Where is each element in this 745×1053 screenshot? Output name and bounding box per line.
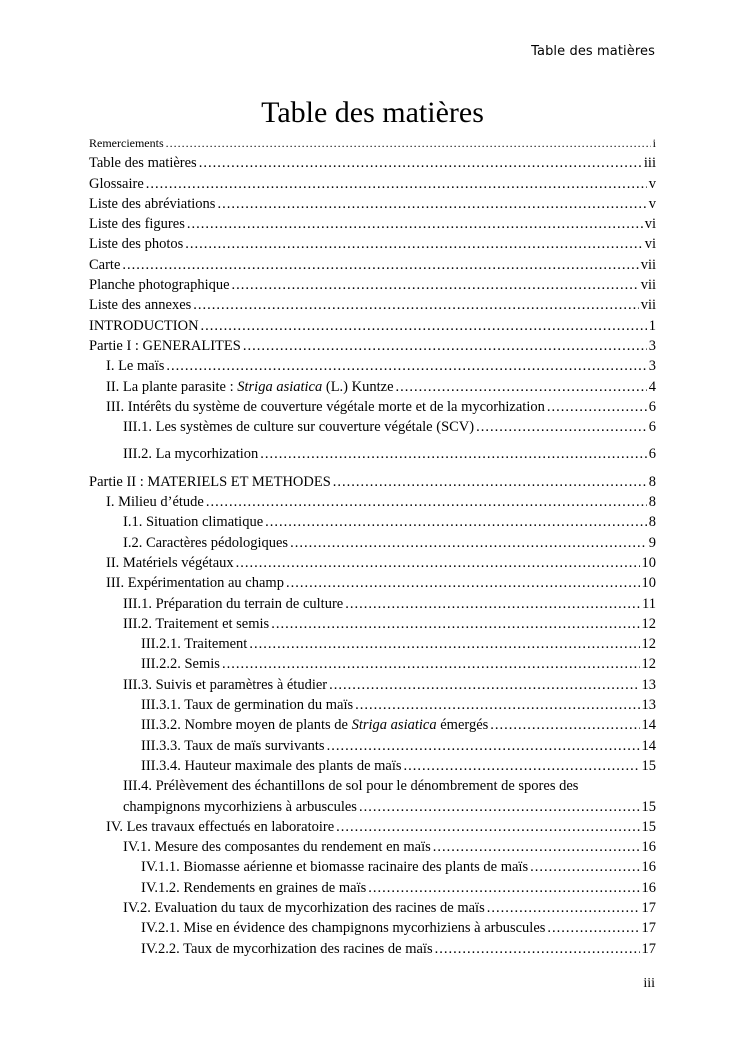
leader-dots <box>260 444 646 464</box>
leader-dots <box>368 878 639 898</box>
toc-entry-page: 17 <box>641 940 656 957</box>
toc-entry-label: III.2. La mycorhization <box>123 446 259 463</box>
toc-entry-mesure-composantes[interactable] <box>89 837 656 857</box>
toc-entry-photos[interactable] <box>89 234 656 254</box>
toc-entry-materiels-vegetaux[interactable] <box>89 553 656 573</box>
toc-entry-page: 12 <box>641 636 656 653</box>
toc-entry-taux-mycorhization[interactable] <box>89 939 656 959</box>
toc-entry-page: 8 <box>648 473 656 490</box>
toc-entry-label: IV. Les travaux effectués en laboratoire <box>106 818 335 835</box>
toc-entry-label: III.2. Traitement et semis <box>123 615 270 632</box>
toc-entry-planche[interactable] <box>89 275 656 295</box>
toc-entry-label: III.3.2. Nombre moyen de plants de Striga asiatica émergés <box>141 717 489 734</box>
toc-entry-experimentation[interactable] <box>89 573 656 593</box>
leader-dots <box>236 553 640 573</box>
toc-entry-label: Liste des photos <box>89 236 184 253</box>
toc-entry-page: 16 <box>641 859 656 876</box>
toc-entry-nombre-moyen-striga[interactable] <box>89 715 656 735</box>
toc-entry-partie-2[interactable] <box>89 472 656 492</box>
toc-entry-label: champignons mycorhiziens à arbuscules <box>123 798 357 815</box>
toc-entry-preparation-terrain[interactable] <box>89 594 656 614</box>
toc-entry-page: vii <box>640 277 656 294</box>
leader-dots <box>271 614 639 634</box>
toc-entry-label: Partie II : MATERIELS ET METHODES <box>89 473 331 490</box>
leader-dots <box>290 533 647 553</box>
toc-entry-milieu-etude[interactable] <box>89 492 656 512</box>
leader-dots <box>185 234 642 254</box>
toc-entry-label: Liste des figures <box>89 216 185 233</box>
toc-entry-page: 11 <box>642 595 656 612</box>
toc-entry-semis[interactable] <box>89 654 656 674</box>
toc-entry-situation-climatique[interactable] <box>89 512 656 532</box>
page-title: Table des matières <box>261 96 484 129</box>
toc-entry-label: Partie I : GENERALITES <box>89 337 241 354</box>
leader-dots <box>547 397 647 417</box>
toc-entry-page: i <box>652 136 656 150</box>
leader-dots <box>222 654 640 674</box>
toc-entry-page: 14 <box>641 717 656 734</box>
toc-entry-page: 15 <box>641 818 656 835</box>
toc-entry-page: vii <box>640 297 656 314</box>
leader-dots <box>530 857 639 877</box>
leader-dots <box>359 797 640 817</box>
toc-entry-page: vi <box>644 216 656 233</box>
toc-entry-page: 1 <box>648 317 656 334</box>
toc-entry-figures[interactable] <box>89 214 656 234</box>
toc-entry-page: 3 <box>648 337 656 354</box>
leader-dots <box>476 417 647 437</box>
leader-dots <box>199 153 642 173</box>
toc-entry-traitement[interactable] <box>89 634 656 654</box>
toc-entry-label: III.3.1. Taux de germination du maïs <box>141 697 354 714</box>
toc-entry-rendements-graines[interactable] <box>89 878 656 898</box>
toc-entry-label: III.1. Préparation du terrain de culture <box>123 595 344 612</box>
toc-entry-page: v <box>648 175 656 192</box>
toc-entry-page: 8 <box>648 494 656 511</box>
toc-entry-label: IV.1. Mesure des composantes du rendement en maïs <box>123 839 431 856</box>
leader-dots <box>336 817 639 837</box>
toc-entry-label: IV.1.2. Rendements en graines de maïs <box>141 879 367 896</box>
toc-entry-label: III. Expérimentation au champ <box>106 575 284 592</box>
toc-entry-interets[interactable] <box>89 397 656 417</box>
toc-entry-hauteur-maximale[interactable] <box>89 756 656 776</box>
leader-dots <box>193 295 638 315</box>
leader-dots <box>146 174 647 194</box>
toc-entry-page: 16 <box>641 879 656 896</box>
toc-entry-page: iii <box>643 155 656 172</box>
toc-entry-page: 3 <box>648 358 656 375</box>
toc-entry-page: 6 <box>648 446 656 463</box>
toc-entry-label: Remerciements <box>89 136 164 150</box>
running-header: Table des matières <box>531 44 655 59</box>
leader-dots <box>122 255 638 275</box>
toc-entry-label: II. Matériels végétaux <box>106 554 234 571</box>
toc-entry-label: III.3.3. Taux de maïs survivants <box>141 737 325 754</box>
leader-dots <box>490 715 639 735</box>
leader-dots <box>404 756 640 776</box>
toc-entry-mais-survivants[interactable] <box>89 736 656 756</box>
toc-entry-page: v <box>648 195 656 212</box>
page-number: iii <box>643 976 655 991</box>
toc-entry-scv[interactable] <box>89 417 656 437</box>
table-of-contents <box>89 133 656 959</box>
toc-entry-label: IV.1.1. Biomasse aérienne et biomasse racinaire des plants de maïs <box>141 859 529 876</box>
toc-entry-page: vii <box>640 256 656 273</box>
toc-entry-page: 6 <box>648 419 656 436</box>
toc-entry-label: Planche photographique <box>89 277 230 294</box>
toc-entry-label: I. Milieu d’étude <box>106 494 204 511</box>
toc-entry-label: Table des matières <box>89 155 197 172</box>
toc-entry-traitement-semis[interactable] <box>89 614 656 634</box>
leader-dots <box>243 336 647 356</box>
leader-dots <box>286 573 640 593</box>
toc-entry-label: I. Le maïs <box>106 358 165 375</box>
toc-entry-page: 13 <box>641 676 656 693</box>
leader-dots <box>329 675 639 695</box>
toc-entry-partie-1[interactable] <box>89 336 656 356</box>
toc-entry-label: II. La plante parasite : Striga asiatica (L.) Kuntze <box>106 378 394 395</box>
toc-entry-page: 14 <box>641 737 656 754</box>
toc-entry-label: IV.2.2. Taux de mycorhization des racines de maïs <box>141 940 433 957</box>
toc-entry-label: III.3.4. Hauteur maximale des plants de maïs <box>141 757 402 774</box>
toc-entry-page: 15 <box>641 798 656 815</box>
toc-entry-label: III.3. Suivis et paramètres à étudier <box>123 676 328 693</box>
toc-entry-abreviations[interactable] <box>89 194 656 214</box>
toc-entry-page: 16 <box>641 839 656 856</box>
leader-dots <box>166 133 651 153</box>
toc-entry-biomasse[interactable] <box>89 857 656 877</box>
toc-entry-label: IV.2.1. Mise en évidence des champignons mycorhiziens à arbuscules <box>141 920 546 937</box>
toc-entry-glossaire[interactable] <box>89 174 656 194</box>
leader-dots <box>333 472 647 492</box>
toc-entry-label: I.1. Situation climatique <box>123 514 264 531</box>
toc-entry-mise-en-evidence[interactable] <box>89 918 656 938</box>
leader-dots <box>166 356 646 376</box>
toc-entry-page: 12 <box>641 615 656 632</box>
toc-entry-carte[interactable] <box>89 255 656 275</box>
toc-entry-page: 8 <box>648 514 656 531</box>
toc-entry-suivis-parametres[interactable] <box>89 675 656 695</box>
toc-entry-label: Liste des abréviations <box>89 195 216 212</box>
leader-dots <box>327 736 640 756</box>
toc-entry-prelevement-line1[interactable] <box>89 776 656 796</box>
leader-dots <box>265 512 647 532</box>
leader-dots <box>396 377 647 397</box>
toc-entry-page: vi <box>644 236 656 253</box>
toc-entry-page: 15 <box>641 757 656 774</box>
toc-entry-le-mais[interactable] <box>89 356 656 376</box>
leader-dots <box>232 275 639 295</box>
toc-entry-label: IV.2. Evaluation du taux de mycorhization des racines de maïs <box>123 899 485 916</box>
toc-entry-mycorhization[interactable] <box>89 444 656 464</box>
toc-entry-table-des-matieres[interactable] <box>89 153 656 173</box>
leader-dots <box>201 316 647 336</box>
toc-entry-evaluation-taux[interactable] <box>89 898 656 918</box>
toc-entry-label: Carte <box>89 256 121 273</box>
toc-entry-introduction[interactable] <box>89 316 656 336</box>
toc-entry-label: Glossaire <box>89 175 144 192</box>
toc-entry-label: III.4. Prélèvement des échantillons de sol pour le dénombrement de spores des <box>123 778 579 795</box>
toc-entry-label: INTRODUCTION <box>89 317 199 334</box>
toc-entry-label: III.1. Les systèmes de culture sur couverture végétale (SCV) <box>123 419 475 436</box>
toc-entry-page: 6 <box>648 398 656 415</box>
toc-entry-page: 4 <box>648 378 656 395</box>
toc-entry-page: 17 <box>641 899 656 916</box>
toc-entry-page: 13 <box>641 697 656 714</box>
toc-entry-page: 10 <box>641 554 656 571</box>
toc-entry-label: III.2.1. Traitement <box>141 636 248 653</box>
toc-entry-label: III. Intérêts du système de couverture végétale morte et de la mycorhization <box>106 398 545 415</box>
leader-dots <box>345 594 640 614</box>
toc-entry-plante-parasite[interactable] <box>89 377 656 397</box>
leader-dots <box>547 918 639 938</box>
toc-entry-page: 10 <box>641 575 656 592</box>
toc-entry-caracteres-pedologiques[interactable] <box>89 533 656 553</box>
leader-dots <box>206 492 647 512</box>
leader-dots <box>487 898 640 918</box>
leader-dots <box>435 939 640 959</box>
toc-entry-taux-germination[interactable] <box>89 695 656 715</box>
toc-entry-label: Liste des annexes <box>89 297 192 314</box>
toc-entry-label: III.2.2. Semis <box>141 656 220 673</box>
leader-dots <box>187 214 643 234</box>
toc-entry-page: 17 <box>641 920 656 937</box>
leader-dots <box>355 695 639 715</box>
toc-entry-page: 9 <box>648 534 656 551</box>
toc-entry-page: 12 <box>641 656 656 673</box>
leader-dots <box>433 837 640 857</box>
toc-entry-remerciements[interactable] <box>89 133 656 153</box>
toc-entry-travaux-laboratoire[interactable] <box>89 817 656 837</box>
toc-entry-annexes[interactable] <box>89 295 656 315</box>
leader-dots <box>249 634 639 654</box>
toc-entry-prelevement[interactable] <box>89 797 656 817</box>
toc-entry-label: I.2. Caractères pédologiques <box>123 534 289 551</box>
leader-dots <box>217 194 646 214</box>
